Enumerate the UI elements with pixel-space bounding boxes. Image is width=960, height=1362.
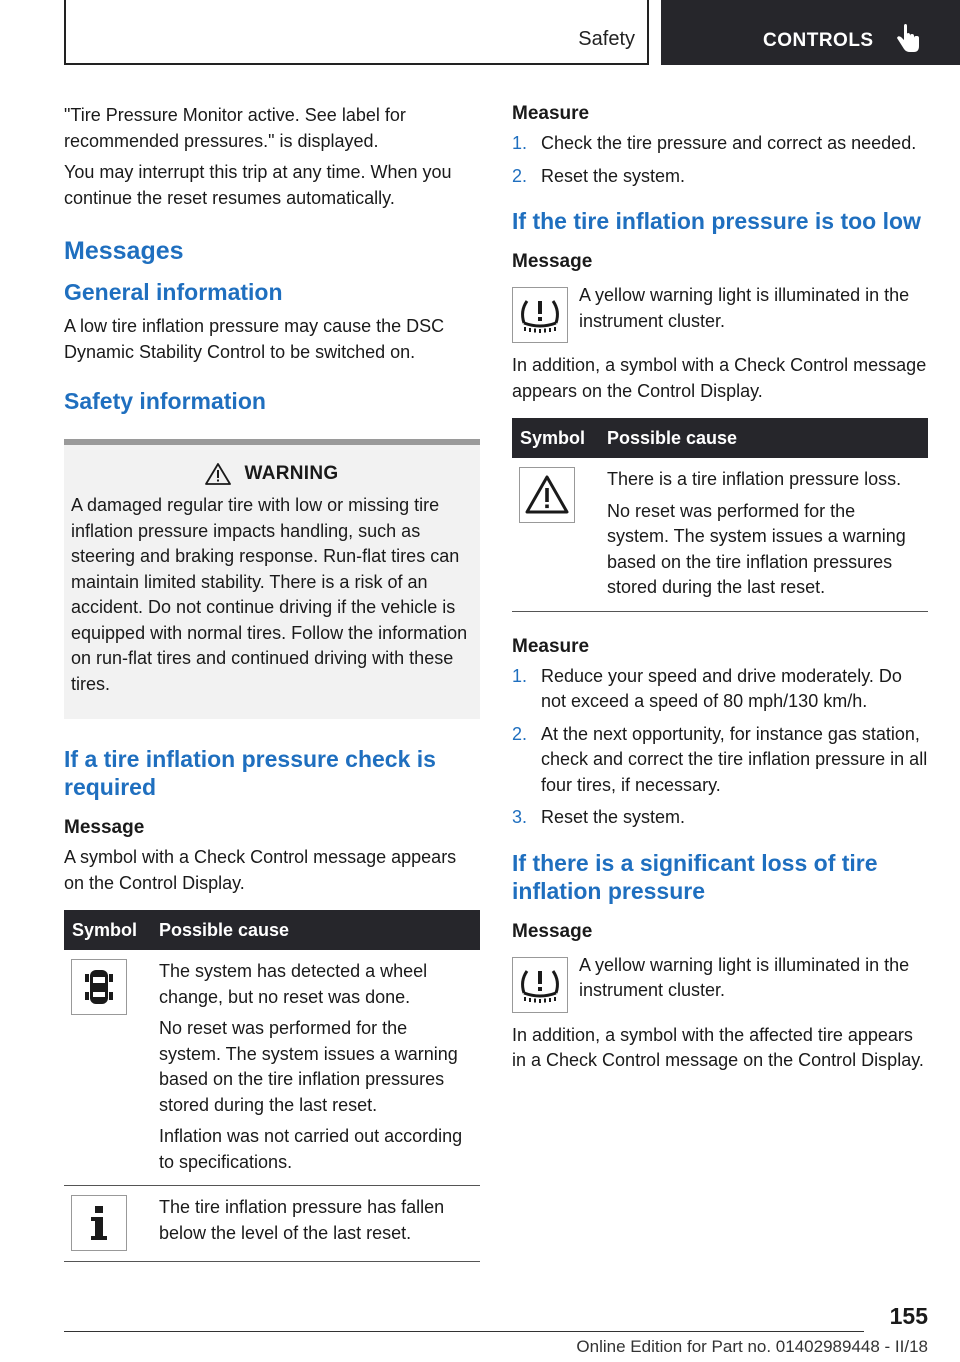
message-label: Message xyxy=(64,817,145,838)
chapter-title: CONTROLS xyxy=(763,30,874,51)
table-header-row xyxy=(512,418,928,458)
measure-steps xyxy=(512,131,928,189)
table-header-row xyxy=(64,910,480,950)
cause-cell: The tire inflation pressure has fallen below the level of the last reset. xyxy=(151,1186,480,1262)
significant-loss-heading: If there is a significant loss of tire inflation pressure xyxy=(512,849,878,904)
table-row xyxy=(64,950,480,1186)
symbol-cell xyxy=(71,1195,127,1251)
measure-label: Measure xyxy=(512,635,590,657)
right-column xyxy=(512,103,928,1080)
warning-box xyxy=(64,439,480,719)
pressure-too-low-heading: If the tire inflation pressure is too low xyxy=(512,208,921,234)
message-extra-text: In addition, a symbol with a Check Control message appears on the Control Display. xyxy=(512,355,927,401)
measure-steps xyxy=(512,664,928,831)
header-chapter-tab xyxy=(661,0,960,65)
table-row xyxy=(64,1186,480,1262)
left-column xyxy=(64,103,480,1262)
table-row xyxy=(512,458,928,611)
column-header: Symbol xyxy=(512,418,599,458)
page-number: 155 xyxy=(889,1303,928,1329)
measure-label: Measure xyxy=(512,103,590,124)
warning-header xyxy=(71,463,472,485)
intro-paragraph: "Tire Pressure Monitor active. See label for recommended pressures." is displayed. xyxy=(64,105,406,151)
info-icon xyxy=(76,1200,122,1246)
cause-cell: The system has detected a wheel change, but no reset was done. No reset was performed for the system. The system issues a warning based on the tire inflation pressures stored during the last reset. Inflation was not carried out according to specifications. xyxy=(151,950,480,1186)
symbol-table xyxy=(64,910,480,1262)
list-item: 2. Reset the system. xyxy=(512,165,686,186)
warning-title: WARNING xyxy=(244,463,339,484)
symbol-cell xyxy=(71,959,127,1015)
car-top-view-icon xyxy=(76,964,122,1010)
warning-text: A damaged regular tire with low or missing tire inflation pressure impacts handling, such as steering and braking response. Run-flat tires can maintain limited stability. There is a risk of an accident. Do not continue driving if the vehicle is equipped with normal tires. Follow the information on run-flat tires and continued driving with these tires. xyxy=(71,495,468,694)
edition-note: Online Edition for Part no. 01402989448 - II/18 xyxy=(576,1337,928,1356)
list-item: 1. Check the tire pressure and correct as needed. xyxy=(512,133,917,153)
symbol-cell xyxy=(519,467,575,523)
general-information-text: A low tire inflation pressure may cause the DSC Dynamic Stability Control to be switched on. xyxy=(64,316,445,362)
warning-light-message: A yellow warning light is illuminated in the instrument cluster. xyxy=(512,283,928,343)
column-header: Symbol xyxy=(64,910,151,950)
header-section-tab xyxy=(64,0,649,65)
column-header: Possible cause xyxy=(151,910,480,950)
warning-light-message: A yellow warning light is illuminated in the instrument cluster. xyxy=(512,953,928,1013)
message-text: A symbol with a Check Control message appears on the Control Display. xyxy=(64,847,457,893)
footer-divider xyxy=(64,1331,864,1332)
message-label: Message xyxy=(512,251,593,272)
symbol-table xyxy=(512,418,928,612)
general-information-heading: General information xyxy=(64,279,283,305)
message-extra-text: In addition, a symbol with the affected tire appears in a Check Control message on the Control Display. xyxy=(512,1024,924,1070)
column-header: Possible cause xyxy=(599,418,928,458)
warning-triangle-icon xyxy=(205,463,231,485)
pressure-check-heading: If a tire inflation pressure check is required xyxy=(64,746,436,800)
pointing-hand-icon xyxy=(895,24,921,54)
warning-triangle-icon xyxy=(524,472,570,518)
section-title: Safety xyxy=(578,28,635,50)
cause-cell: There is a tire inflation pressure loss. No reset was performed for the system. The system issues a warning based on the tire inflation pressures stored during the last reset. xyxy=(599,458,928,611)
intro-paragraph: You may interrupt this trip at any time. When you continue the reset resumes automatically. xyxy=(64,162,452,208)
messages-heading: Messages xyxy=(64,237,184,265)
list-item: 2. At the next opportunity, for instance gas station, check and correct the tire inflation pressure in all four tires, if necessary. xyxy=(512,723,928,795)
list-item: 3. Reset the system. xyxy=(512,807,686,827)
safety-information-heading: Safety information xyxy=(64,388,266,414)
tire-pressure-warning-icon xyxy=(512,957,568,1013)
message-label: Message xyxy=(512,920,593,942)
tire-pressure-warning-icon xyxy=(512,287,568,343)
list-item: 1. Reduce your speed and drive moderately. Do not exceed a speed of 80 mph/130 km/h. xyxy=(512,665,902,711)
